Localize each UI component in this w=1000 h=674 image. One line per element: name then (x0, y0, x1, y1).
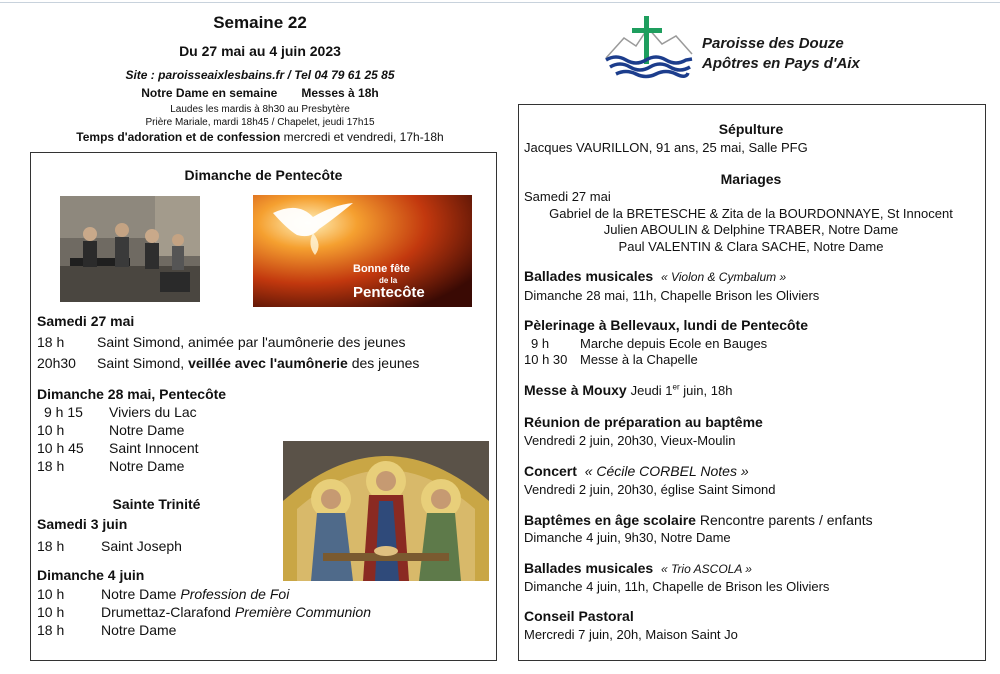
adoration-times: mercredi et vendredi, 17h-18h (280, 130, 444, 144)
mariage-line: Paul VALENTIN & Clara SACHE, Notre Dame (618, 239, 884, 254)
sunday-4-heading: Dimanche 4 juin (37, 567, 145, 583)
conseil-title: Conseil Pastoral (524, 608, 634, 624)
parish-name-line2: Apôtres en Pays d'Aix (702, 55, 860, 72)
conseil-line: Mercredi 7 juin, 20h, Maison Saint Jo (524, 627, 738, 642)
schedule-time: 10 h 45 (37, 440, 84, 456)
pentecost-banner (253, 195, 472, 307)
mariage-line: Gabriel de la BRETESCHE & Zita de la BOURDONNAYE, St Innocent (549, 206, 953, 221)
schedule-text: Notre Dame (109, 422, 185, 438)
banner-line2: de la (379, 276, 398, 285)
parish-logo-icon (604, 14, 694, 80)
banner-line3: Pentecôte (353, 284, 425, 301)
mouxy-sup: er (672, 382, 680, 392)
schedule-text: Saint Innocent (109, 440, 199, 456)
masses-time: Messes à 18h (301, 86, 379, 100)
ballades1-note: « Violon & Cymbalum » (660, 270, 787, 284)
pelerinage-time: 10 h 30 (524, 352, 568, 367)
saturday-27-heading: Samedi 27 mai (37, 313, 135, 329)
schedule-text: Notre Dame (101, 622, 177, 638)
mouxy-day: Jeudi 1 (630, 383, 673, 398)
baptemes-plain: Rencontre parents / enfants (699, 512, 873, 528)
schedule-text: Saint Joseph (101, 538, 182, 554)
schedule-place: Drumettaz-Clarafond (101, 604, 235, 620)
ballades2-label: Ballades musicales (524, 560, 654, 576)
baptemes-line: Dimanche 4 juin, 9h30, Notre Dame (524, 530, 731, 545)
sepulture-title: Sépulture (718, 121, 784, 137)
ballades2-title (524, 560, 752, 576)
ballades1-line: Dimanche 28 mai, 11h, Chapelle Brison les Oliviers (524, 288, 820, 303)
schedule-note: Première Communion (234, 604, 371, 620)
mouxy-date (631, 383, 733, 398)
schedule-place: Notre Dame (101, 586, 181, 602)
concert-title (524, 463, 749, 479)
pentecost-title: Dimanche de Pentecôte (184, 167, 343, 183)
trinity-title: Sainte Trinité (112, 496, 201, 512)
pelerinage-title: Pèlerinage à Bellevaux, lundi de Pentecôte (524, 317, 808, 333)
mouxy-time: juin, 18h (679, 383, 733, 398)
ballades2-note: « Trio ASCOLA » (660, 562, 752, 576)
mouxy-label: Messe à Mouxy (524, 382, 627, 398)
adoration-label: Temps d'adoration et de confession (76, 130, 281, 144)
schedule-time: 18 h (37, 334, 65, 350)
schedule-text (97, 355, 419, 371)
trinity-icon-image (283, 441, 489, 581)
schedule-text (101, 586, 289, 602)
schedule-time: 20h30 (37, 355, 76, 371)
schedule-text: Saint Simond, animée par l'aumônerie des jeunes (97, 334, 406, 350)
ballades1-title (524, 268, 786, 284)
pelerinage-text: Messe à la Chapelle (580, 352, 698, 367)
schedule-time: 18 h (37, 458, 65, 474)
parish-name-line1: Paroisse des Douze (702, 35, 844, 52)
schedule-time: 10 h (37, 586, 65, 602)
priere-info: Prière Mariale, mardi 18h45 / Chapelet, jeudi 17h15 (145, 117, 375, 128)
reunion-title: Réunion de préparation au baptême (524, 414, 763, 430)
top-border (0, 2, 1000, 3)
baptemes-title (524, 512, 873, 528)
adoration-info (20, 130, 500, 144)
laudes-info: Laudes les mardis à 8h30 au Presbytère (170, 104, 350, 115)
date-range: Du 27 mai au 4 juin 2023 (179, 43, 341, 59)
concert-line: Vendredi 2 juin, 20h30, église Saint Simond (524, 482, 776, 497)
notre-dame-weekday: Notre Dame en semaine (141, 86, 278, 100)
saturday-3-heading: Samedi 3 juin (37, 516, 128, 532)
ballades1-label: Ballades musicales (524, 268, 654, 284)
schedule-time: 18 h (37, 622, 65, 638)
sepulture-line: Jacques VAURILLON, 91 ans, 25 mai, Salle PFG (524, 140, 808, 155)
schedule-time: 10 h (37, 422, 65, 438)
mariages-title: Mariages (720, 171, 782, 187)
schedule-time: 9 h 15 (44, 404, 83, 420)
mariage-line: Julien ABOULIN & Delphine TRABER, Notre Dame (603, 222, 899, 237)
schedule-text: Viviers du Lac (109, 404, 197, 420)
schedule-text-bold: veillée avec l'aumônerie (188, 355, 348, 371)
weekday-masses (20, 86, 500, 100)
schedule-text: Notre Dame (109, 458, 185, 474)
baptemes-label: Baptêmes en âge scolaire (524, 512, 696, 528)
week-title: Semaine 22 (213, 13, 307, 32)
band-photo-icon (60, 196, 200, 302)
banner-line1: Bonne fête (353, 263, 410, 275)
sunday-28-heading: Dimanche 28 mai, Pentecôte (37, 386, 227, 402)
ballades2-line: Dimanche 4 juin, 11h, Chapelle de Brison les Oliviers (524, 579, 830, 594)
trinity-icon (283, 441, 489, 581)
schedule-text (101, 604, 371, 620)
pelerinage-time: 9 h (531, 336, 550, 351)
schedule-time: 18 h (37, 538, 65, 554)
schedule-time: 10 h (37, 604, 65, 620)
site-contact: Site : paroisseaixlesbains.fr / Tel 04 79 61 25 85 (125, 68, 395, 82)
concert-label: Concert (524, 463, 577, 479)
schedule-note: Profession de Foi (180, 586, 290, 602)
parish-name (702, 34, 860, 74)
mouxy-title (524, 382, 732, 398)
mariages-date: Samedi 27 mai (524, 189, 611, 204)
reunion-line: Vendredi 2 juin, 20h30, Vieux-Moulin (524, 433, 736, 448)
pelerinage-text: Marche depuis Ecole en Bauges (580, 336, 768, 351)
band-photo (60, 196, 200, 302)
concert-note: « Cécile CORBEL Notes » (584, 463, 749, 479)
schedule-text-b: des jeunes (347, 355, 420, 371)
schedule-text-a: Saint Simond, (97, 355, 189, 371)
